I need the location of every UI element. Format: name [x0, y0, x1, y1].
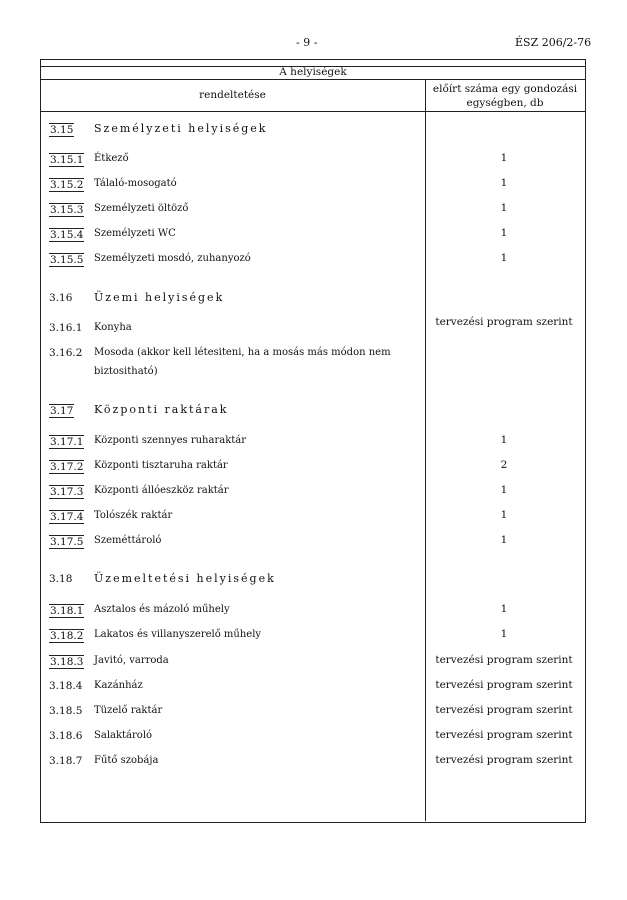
row-value: tervezési program szerint — [435, 729, 573, 741]
row-number: 3.17.1 — [50, 436, 84, 448]
row-value: tervezési program szerint — [435, 654, 573, 666]
row-number: 3.15.3 — [50, 204, 84, 216]
row-number: 3.15.1 — [50, 154, 84, 166]
row-value: 1 — [500, 252, 508, 264]
row-label: Fűtő szobája — [94, 755, 159, 766]
row-number: 3.15 — [50, 124, 74, 136]
row-label: Tolószék raktár — [94, 510, 173, 521]
row-label: Javitó, varroda — [94, 655, 169, 666]
section-title: Központi raktárak — [94, 403, 229, 416]
row-label: Központi tisztaruha raktár — [94, 460, 228, 471]
table-title: A helyiségek — [279, 66, 347, 78]
header-title-rule — [40, 79, 586, 80]
row-value: tervezési program szerint — [435, 679, 573, 691]
row-number: 3.16.1 — [49, 322, 83, 334]
row-value: 1 — [500, 534, 508, 546]
row-number: 3.18.1 — [50, 605, 84, 617]
row-value: tervezési program szerint — [435, 316, 573, 328]
row-number: 3.17.4 — [50, 511, 84, 523]
column-header-purpose: rendeltetése — [199, 89, 266, 101]
row-number: 3.16 — [49, 292, 73, 304]
row-number: 3.18.3 — [50, 656, 84, 668]
row-value: tervezési program szerint — [435, 754, 573, 766]
column-header-count-line1: előírt száma egy gondozási — [432, 83, 578, 95]
page-number: - 9 - — [296, 36, 318, 49]
row-label: Személyzeti WC — [94, 228, 176, 239]
row-value: 1 — [500, 509, 508, 521]
row-label: Személyzeti mosdó, zuhanyozó — [94, 253, 251, 264]
row-value: 1 — [500, 202, 508, 214]
row-number: 3.17.5 — [50, 536, 84, 548]
row-label: Salaktároló — [94, 730, 153, 741]
row-label: Lakatos és villanyszerelő műhely — [94, 629, 262, 640]
row-number: 3.18.5 — [49, 705, 83, 717]
row-value: 1 — [500, 177, 508, 189]
row-number: 3.17 — [50, 405, 74, 417]
row-value: 1 — [500, 603, 508, 615]
row-label: Személyzeti öltöző — [94, 203, 189, 214]
row-value: tervezési program szerint — [435, 704, 573, 716]
row-number: 3.18.7 — [49, 755, 83, 767]
row-label: Mosoda (akkor kell létesiteni, ha a mosás más módon nem — [94, 347, 391, 358]
row-label-continued: biztositható) — [94, 366, 158, 377]
row-number: 3.18.4 — [49, 680, 83, 692]
row-number: 3.15.4 — [50, 229, 84, 241]
header-bottom-rule — [40, 111, 586, 112]
row-label: Központi állóeszköz raktár — [94, 485, 229, 496]
row-label: Kazánház — [94, 680, 143, 691]
row-value: 1 — [500, 628, 508, 640]
document-id: ÉSZ 206/2-76 — [515, 36, 592, 49]
row-label: Tüzelő raktár — [94, 705, 163, 716]
row-value: 1 — [500, 227, 508, 239]
row-label: Asztalos és mázoló műhely — [94, 604, 230, 615]
row-number: 3.18 — [49, 573, 73, 585]
row-label: Étkező — [94, 153, 129, 164]
row-value: 2 — [500, 459, 508, 471]
row-label: Központi szennyes ruharaktár — [94, 435, 247, 446]
row-number: 3.17.3 — [50, 486, 84, 498]
row-number: 3.18.2 — [50, 630, 84, 642]
row-number: 3.17.2 — [50, 461, 84, 473]
row-number: 3.15.5 — [50, 254, 84, 266]
row-label: Tálaló-mosogató — [94, 178, 177, 189]
section-title: Üzemi helyiségek — [94, 291, 225, 304]
row-value: 1 — [500, 434, 508, 446]
row-label: Konyha — [94, 322, 132, 333]
row-number: 3.15.2 — [50, 179, 84, 191]
row-value: 1 — [500, 152, 508, 164]
section-title: Személyzeti helyiségek — [94, 122, 268, 135]
row-label: Szeméttároló — [94, 535, 162, 546]
column-header-count-line2: egységben, db — [466, 97, 544, 109]
row-number: 3.18.6 — [49, 730, 83, 742]
row-number: 3.16.2 — [49, 347, 83, 359]
section-title: Üzemeltetési helyiségek — [94, 572, 276, 585]
row-value: 1 — [500, 484, 508, 496]
